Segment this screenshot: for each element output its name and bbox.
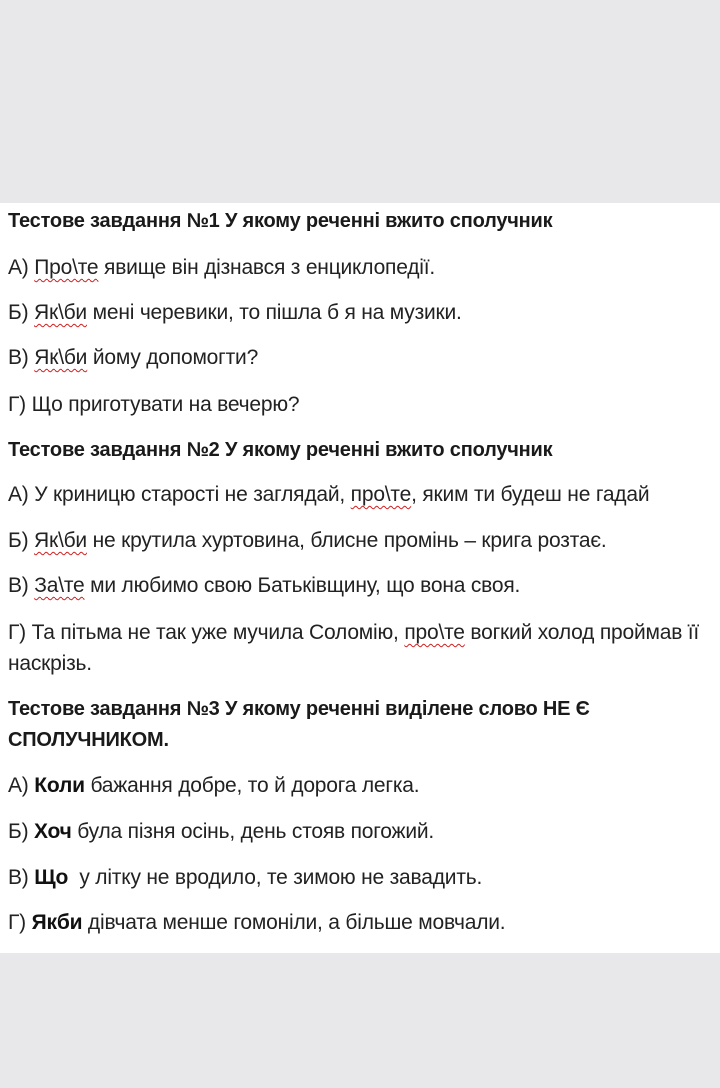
option-text: , яким ти будеш не гадай — [411, 483, 650, 506]
task2-option-d — [8, 621, 712, 645]
conjunction-word: Як\би — [34, 529, 87, 552]
task2-option-d-continued: наскрізь. — [8, 652, 92, 675]
task3-title-continued: СПОЛУЧНИКОМ. — [8, 729, 169, 751]
option-text: ми любимо свою Батьківщину, що вона своя. — [84, 574, 521, 597]
highlighted-word: Хоч — [34, 820, 72, 843]
option-text: не крутила хуртовина, блисне промінь – крига розтає. — [86, 529, 607, 552]
option-label: В) — [8, 574, 35, 597]
task2-title: Тестове завдання №2 У якому реченні вжито сполучник — [8, 439, 553, 461]
conjunction-word: Як\би — [34, 346, 88, 369]
conjunction-word: За\те — [34, 574, 85, 597]
option-label: Б) — [8, 301, 35, 324]
task3-title: Тестове завдання №3 У якому реченні виділене слово НЕ Є — [8, 698, 590, 720]
task1-option-c — [8, 346, 712, 370]
task3-option-d — [8, 911, 712, 935]
option-label: А) — [8, 774, 35, 797]
task2-option-b — [8, 529, 712, 553]
option-text: Г) Та пітьма не так уже мучила Соломію, — [8, 621, 405, 644]
highlighted-word: Що — [34, 866, 69, 889]
option-label: Б) — [8, 529, 35, 552]
option-text: у літку не вродило, те зимою не завадить. — [68, 866, 483, 889]
task1-title: Тестове завдання №1 У якому реченні вжито сполучник — [8, 210, 553, 232]
option-text: йому допомогти? — [87, 346, 259, 369]
task1-option-b — [8, 301, 712, 325]
option-text: А) У криницю старості не заглядай, — [8, 483, 351, 506]
conjunction-word: Як\би — [34, 301, 87, 324]
document-page — [0, 203, 720, 953]
highlighted-word: Якби — [31, 911, 83, 934]
option-text: мені черевики, то пішла б я на музики. — [86, 301, 462, 324]
highlighted-word: Коли — [34, 774, 85, 797]
task3-option-b — [8, 820, 712, 844]
option-text: вогкий холод проймав її — [464, 621, 700, 644]
option-text: явище він дізнався з енциклопедії. — [98, 256, 436, 279]
option-text: бажання добре, то й дорога легка. — [84, 774, 420, 797]
conjunction-word: про\те — [404, 621, 465, 644]
option-label: В) — [8, 866, 35, 889]
conjunction-word: Про\те — [34, 256, 99, 279]
option-text: була пізня осінь, день стояв погожий. — [71, 820, 435, 843]
task3-option-c — [8, 866, 712, 890]
option-label: А) — [8, 256, 35, 279]
option-text: дівчата менше гомоніли, а більше мовчали. — [82, 911, 506, 934]
task1-option-a — [8, 256, 712, 280]
task2-option-c — [8, 574, 712, 598]
option-label: Г) — [8, 911, 32, 934]
option-label: В) — [8, 346, 35, 369]
task1-option-d: Г) Що приготувати на вечерю? — [8, 393, 300, 416]
conjunction-word: про\те — [350, 483, 412, 506]
task2-option-a — [8, 483, 712, 507]
task3-option-a — [8, 774, 712, 798]
option-label: Б) — [8, 820, 35, 843]
